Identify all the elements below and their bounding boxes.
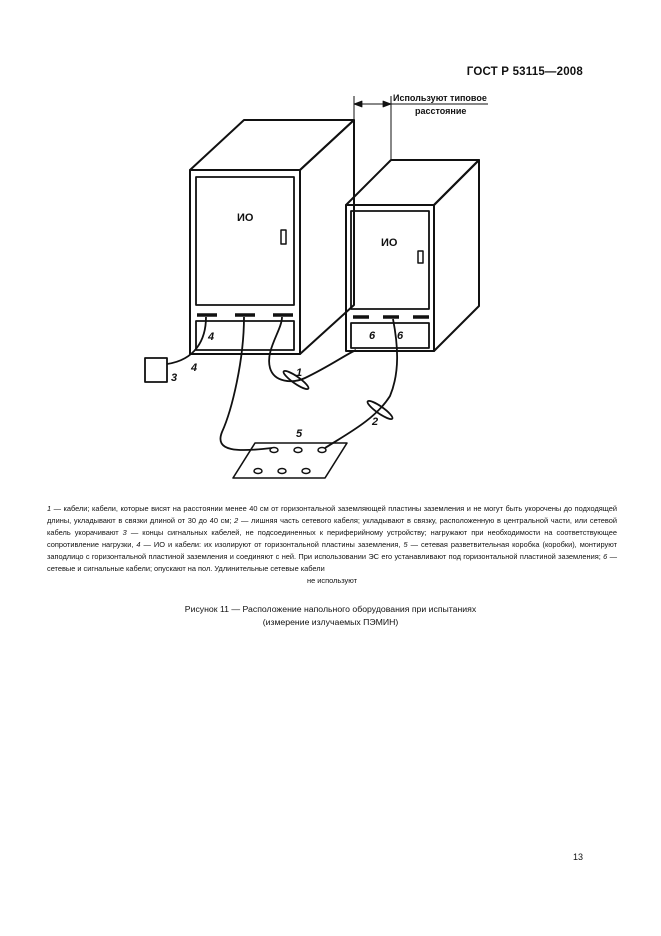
left-cabinet-front	[190, 170, 300, 354]
legend-text-6: — сетевые и сигнальные кабели; опускают на пол. Удлинительные сетевые кабели	[47, 552, 617, 573]
legend-body	[47, 503, 617, 575]
dimension-label-line2: расстояние	[415, 106, 467, 116]
legend-text-1: — кабели; кабели, которые висят на расстоянии менее 40 см от горизонтальной заземляющей пластины заземления и не могут быть укорочены до подходящей длины, укладывают в связки длиной от 30 до 40 см;	[47, 504, 617, 525]
signal-cable-to-box	[167, 317, 206, 364]
legend-number-4: 4	[136, 540, 141, 549]
right-cabinet-side	[434, 160, 479, 351]
mains-cable-to-junction-box	[220, 317, 272, 450]
legend-number-3: 3	[122, 528, 127, 537]
marker-2: 2	[372, 416, 379, 428]
legend-number-2: 2	[234, 516, 239, 525]
socket-bottom-1	[254, 469, 262, 474]
marker-6-first: 6	[369, 330, 376, 342]
right-cabinet	[346, 160, 479, 351]
right-unit-label: ИО	[381, 237, 398, 249]
dimension-label-line1: Используют типовое	[393, 93, 487, 103]
left-unit-label: ИО	[237, 212, 254, 224]
junction-box	[233, 443, 347, 478]
socket-top-3	[318, 448, 326, 453]
legend-number-1: 1	[47, 504, 52, 513]
marker-6-second: 6	[397, 330, 404, 342]
socket-bottom-2	[278, 469, 286, 474]
peripheral-box	[145, 358, 167, 382]
left-cabinet	[190, 120, 354, 354]
legend-text-5: — сетевая разветвительная коробка (коробки), монтируют заподлицо с горизонтальной пластиной заземления и соединяют с ней. При использовании ЭС его устанавливают под горизонтальной пластиной заземления;	[47, 540, 617, 561]
left-cabinet-top	[190, 120, 354, 170]
standard-code: ГОСТ Р 53115—2008	[466, 66, 583, 78]
cable-bundle-2	[325, 319, 397, 448]
caption-line-1: Рисунок 11 — Расположение напольного оборудования при испытаниях	[184, 604, 477, 614]
legend-tail: не используют	[307, 576, 357, 585]
right-cabinet-drawer	[351, 323, 429, 348]
dimension-arrow-left	[354, 101, 362, 107]
legend-number-6: 6	[603, 552, 608, 561]
legend-text-3: — концы сигнальных кабелей, не подсоединенных к периферийному устройству; нагружают при необходимости на соответствующее сопротивление нагрузки,	[47, 528, 617, 549]
page-number: 13	[572, 852, 583, 862]
dimension-arrow-right	[383, 101, 391, 107]
socket-top-1	[270, 448, 278, 453]
right-cabinet-top	[346, 160, 479, 205]
marker-4-cabinet: 4	[208, 331, 215, 343]
figure-legend	[47, 503, 617, 587]
legend-text-2: — лишняя часть сетевого кабеля; укладывают в связку, расположенную в центральной части, или сетевой кабель укорачивают	[47, 516, 617, 537]
legend-number-5: 5	[403, 540, 408, 549]
caption-line-2: (измерение излучаемых ПЭМИН)	[262, 617, 399, 627]
marker-5: 5	[296, 428, 303, 440]
marker-3: 3	[171, 372, 178, 384]
right-cabinet-handle	[418, 251, 423, 263]
legend-text-4: — ИО и кабели: их изолируют от горизонтальной пластины заземления,	[140, 540, 404, 549]
socket-bottom-3	[302, 469, 310, 474]
marker-4-cable: 4	[191, 362, 198, 374]
right-cabinet-front	[346, 205, 434, 351]
left-cabinet-door	[196, 177, 294, 305]
cable-bundle-1	[269, 317, 356, 381]
socket-top-2	[294, 448, 302, 453]
figure-caption	[0, 603, 661, 629]
marker-1: 1	[296, 367, 303, 379]
left-cabinet-handle	[281, 230, 286, 244]
